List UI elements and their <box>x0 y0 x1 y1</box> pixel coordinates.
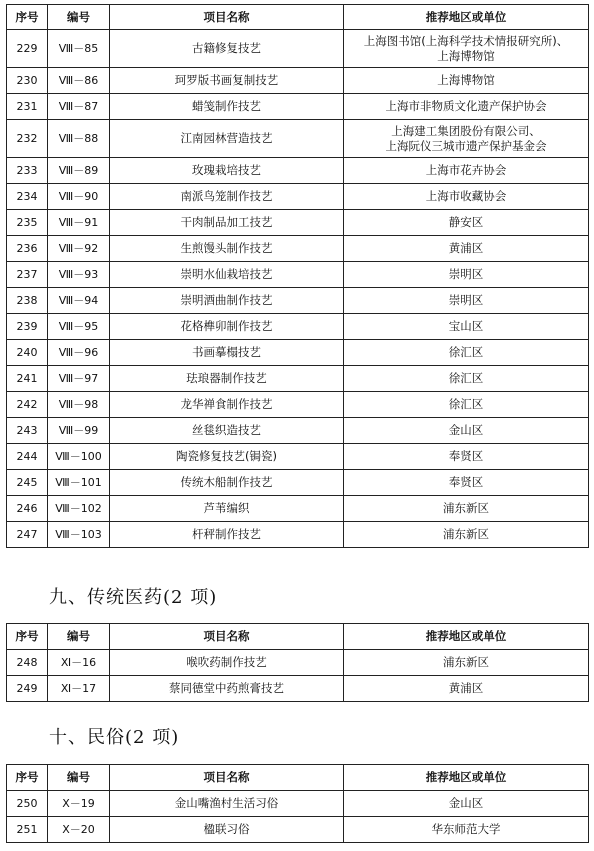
cell-code: Ⅷ－103 <box>48 522 110 548</box>
cell-code: Ⅷ－95 <box>48 314 110 340</box>
cell-code: Ⅷ－86 <box>48 68 110 94</box>
table-row <box>7 120 589 158</box>
cell-unit <box>344 210 589 236</box>
table-row <box>7 522 589 548</box>
cell-code: Ⅷ－94 <box>48 288 110 314</box>
cell-code: Ⅹ－20 <box>48 817 110 843</box>
cell-code: Ⅷ－102 <box>48 496 110 522</box>
table-row <box>7 262 589 288</box>
table-row <box>7 676 589 702</box>
cell-seq: 232 <box>7 120 48 158</box>
cell-seq: 247 <box>7 522 48 548</box>
cell-unit <box>344 496 589 522</box>
unit-line: 上海博物馆 <box>437 73 495 87</box>
cell-unit <box>344 314 589 340</box>
table-row <box>7 392 589 418</box>
cell-name: 陶瓷修复技艺(锔瓷) <box>110 444 344 470</box>
cell-code: Ⅷ－93 <box>48 262 110 288</box>
header-unit: 推荐地区或单位 <box>344 5 589 30</box>
cell-unit <box>344 522 589 548</box>
cell-code: Ⅷ－97 <box>48 366 110 392</box>
cell-name: 崇明水仙栽培技艺 <box>110 262 344 288</box>
table-row <box>7 470 589 496</box>
unit-line: 浦东新区 <box>443 501 489 515</box>
cell-unit <box>344 650 589 676</box>
unit-line: 上海图书馆(上海科学技术情报研究所)、 <box>363 33 569 48</box>
cell-name: 古籍修复技艺 <box>110 30 344 68</box>
cell-seq: 238 <box>7 288 48 314</box>
cell-code: Ⅺ－17 <box>48 676 110 702</box>
heritage-table-crafts <box>6 4 589 548</box>
unit-line: 黄浦区 <box>448 681 484 695</box>
cell-unit <box>344 262 589 288</box>
table-row <box>7 496 589 522</box>
cell-unit <box>344 184 589 210</box>
cell-seq: 248 <box>7 650 48 676</box>
cell-code: Ⅹ－19 <box>48 791 110 817</box>
cell-unit <box>344 392 589 418</box>
heritage-table-folklore <box>6 764 589 843</box>
cell-code: Ⅷ－87 <box>48 94 110 120</box>
cell-unit <box>344 418 589 444</box>
table-row <box>7 418 589 444</box>
table-row <box>7 650 589 676</box>
table-row <box>7 158 589 184</box>
cell-seq: 237 <box>7 262 48 288</box>
cell-code: Ⅷ－90 <box>48 184 110 210</box>
cell-seq: 249 <box>7 676 48 702</box>
cell-unit <box>344 470 589 496</box>
header-code: 编号 <box>48 765 110 791</box>
table-row <box>7 444 589 470</box>
table-row <box>7 340 589 366</box>
cell-seq: 239 <box>7 314 48 340</box>
cell-name: 玫瑰栽培技艺 <box>110 158 344 184</box>
cell-seq: 234 <box>7 184 48 210</box>
cell-unit <box>344 791 589 817</box>
cell-unit <box>344 30 589 68</box>
unit-line: 奉贤区 <box>448 475 484 489</box>
header-seq: 序号 <box>7 624 48 650</box>
unit-line: 静安区 <box>448 215 484 229</box>
cell-unit <box>344 288 589 314</box>
table-row <box>7 288 589 314</box>
cell-code: Ⅷ－88 <box>48 120 110 158</box>
header-seq: 序号 <box>7 5 48 30</box>
header-name: 项目名称 <box>110 5 344 30</box>
unit-line: 金山区 <box>448 423 484 437</box>
cell-code: Ⅷ－92 <box>48 236 110 262</box>
cell-code: Ⅺ－16 <box>48 650 110 676</box>
header-code: 编号 <box>48 624 110 650</box>
header-name: 项目名称 <box>110 765 344 791</box>
table-row <box>7 817 589 843</box>
table-row <box>7 68 589 94</box>
header-unit: 推荐地区或单位 <box>344 765 589 791</box>
cell-name: 珐琅器制作技艺 <box>110 366 344 392</box>
unit-line: 奉贤区 <box>448 449 484 463</box>
cell-seq: 229 <box>7 30 48 68</box>
cell-name: 龙华禅食制作技艺 <box>110 392 344 418</box>
unit-line: 上海市收藏协会 <box>425 189 507 203</box>
cell-seq: 231 <box>7 94 48 120</box>
section-title-medicine: 九、传统医药(2 项) <box>49 587 218 608</box>
cell-unit <box>344 120 589 158</box>
unit-line: 崇明区 <box>448 293 484 307</box>
cell-name: 书画摹榻技艺 <box>110 340 344 366</box>
cell-unit <box>344 444 589 470</box>
cell-unit <box>344 94 589 120</box>
cell-seq: 251 <box>7 817 48 843</box>
cell-code: Ⅷ－101 <box>48 470 110 496</box>
cell-seq: 235 <box>7 210 48 236</box>
cell-name: 丝毯织造技艺 <box>110 418 344 444</box>
cell-seq: 242 <box>7 392 48 418</box>
cell-code: Ⅷ－100 <box>48 444 110 470</box>
cell-unit <box>344 158 589 184</box>
cell-name: 蜡笺制作技艺 <box>110 94 344 120</box>
cell-name: 江南园林营造技艺 <box>110 120 344 158</box>
cell-code: Ⅷ－85 <box>48 30 110 68</box>
unit-line: 金山区 <box>448 796 484 810</box>
unit-line: 崇明区 <box>448 267 484 281</box>
table-header-row <box>7 765 589 791</box>
table-row <box>7 236 589 262</box>
unit-line: 浦东新区 <box>443 655 489 669</box>
cell-name: 干肉制品加工技艺 <box>110 210 344 236</box>
cell-code: Ⅷ－99 <box>48 418 110 444</box>
unit-line: 浦东新区 <box>443 527 489 541</box>
table-row <box>7 30 589 68</box>
cell-name: 蔡同德堂中药煎膏技艺 <box>110 676 344 702</box>
unit-line: 上海阮仪三城市遗产保护基金会 <box>385 138 547 153</box>
cell-code: Ⅷ－89 <box>48 158 110 184</box>
cell-name: 杆秤制作技艺 <box>110 522 344 548</box>
cell-unit <box>344 68 589 94</box>
cell-name: 楹联习俗 <box>110 817 344 843</box>
unit-line: 上海建工集团股份有限公司、 <box>391 123 541 138</box>
cell-seq: 233 <box>7 158 48 184</box>
cell-seq: 246 <box>7 496 48 522</box>
cell-seq: 244 <box>7 444 48 470</box>
cell-name: 南派鸟笼制作技艺 <box>110 184 344 210</box>
unit-line: 徐汇区 <box>448 371 484 385</box>
heritage-table-medicine <box>6 623 589 702</box>
cell-code: Ⅷ－96 <box>48 340 110 366</box>
unit-line: 上海博物馆 <box>437 48 495 63</box>
cell-name: 喉吹药制作技艺 <box>110 650 344 676</box>
table-row <box>7 366 589 392</box>
cell-code: Ⅷ－91 <box>48 210 110 236</box>
cell-unit <box>344 340 589 366</box>
table-row <box>7 94 589 120</box>
cell-unit <box>344 236 589 262</box>
table-row <box>7 184 589 210</box>
table-row <box>7 314 589 340</box>
table-header-row <box>7 5 589 30</box>
unit-line: 上海市非物质文化遗产保护协会 <box>385 99 547 113</box>
section-title-folklore: 十、民俗(2 项) <box>49 727 180 748</box>
unit-line: 徐汇区 <box>448 397 484 411</box>
table-header-row <box>7 624 589 650</box>
cell-code: Ⅷ－98 <box>48 392 110 418</box>
cell-unit <box>344 817 589 843</box>
cell-name: 芦苇编织 <box>110 496 344 522</box>
cell-name: 珂罗版书画复制技艺 <box>110 68 344 94</box>
cell-seq: 241 <box>7 366 48 392</box>
table-row <box>7 210 589 236</box>
cell-name: 生煎馒头制作技艺 <box>110 236 344 262</box>
unit-line: 徐汇区 <box>448 345 484 359</box>
cell-name: 崇明酒曲制作技艺 <box>110 288 344 314</box>
cell-seq: 240 <box>7 340 48 366</box>
cell-name: 传统木船制作技艺 <box>110 470 344 496</box>
cell-seq: 245 <box>7 470 48 496</box>
unit-line: 黄浦区 <box>448 241 484 255</box>
unit-line: 上海市花卉协会 <box>425 163 507 177</box>
cell-unit <box>344 676 589 702</box>
cell-seq: 250 <box>7 791 48 817</box>
cell-seq: 236 <box>7 236 48 262</box>
unit-line: 华东师范大学 <box>431 822 501 836</box>
table-row <box>7 791 589 817</box>
header-seq: 序号 <box>7 765 48 791</box>
cell-seq: 243 <box>7 418 48 444</box>
cell-name: 花格榫卯制作技艺 <box>110 314 344 340</box>
header-code: 编号 <box>48 5 110 30</box>
cell-name: 金山嘴渔村生活习俗 <box>110 791 344 817</box>
header-name: 项目名称 <box>110 624 344 650</box>
cell-unit <box>344 366 589 392</box>
header-unit: 推荐地区或单位 <box>344 624 589 650</box>
unit-line: 宝山区 <box>448 319 484 333</box>
cell-seq: 230 <box>7 68 48 94</box>
